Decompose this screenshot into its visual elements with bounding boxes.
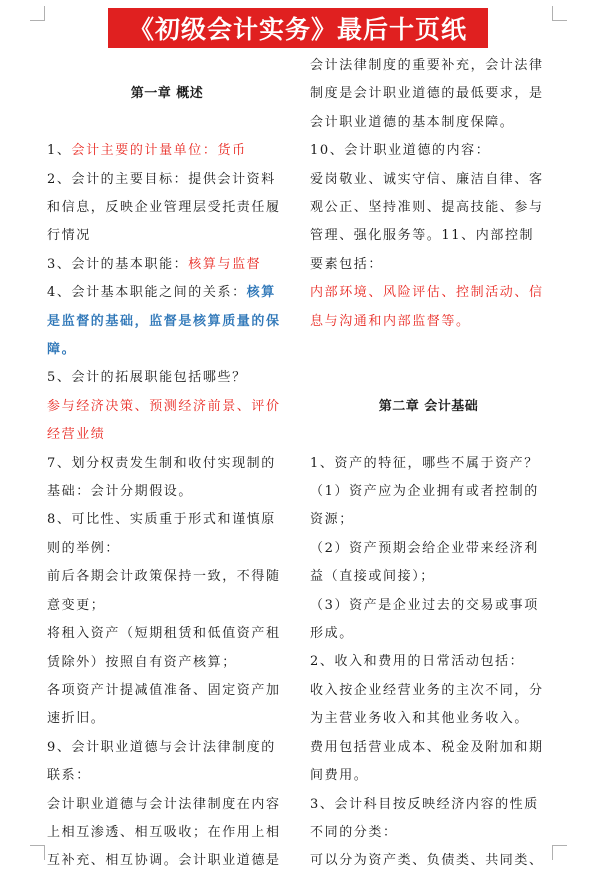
corner-mark-top-right — [552, 6, 567, 21]
right-column — [310, 52, 547, 876]
item-9-a: 会计职业道德与会计法律制度在内容上相互渗透、相互吸收；在作用上相互补充、相互协调。会计职业道德是 — [47, 796, 281, 869]
item-2: 2、会计的主要目标：提供会计资料和信息，反映企业管理层受托责任履行情况 — [47, 171, 281, 244]
c2-item-1-c: （3）资产是企业过去的交易或事项形成。 — [310, 597, 539, 642]
c2-item-1-b: （2）资产预期会给企业带来经济利益（直接或间接）； — [310, 540, 539, 585]
chapter-2-heading: 第二章 会计基础 — [378, 398, 479, 414]
c2-item-1-a: （1）资产应为企业拥有或者控制的资源； — [310, 484, 539, 528]
item-8-a: 前后各期会计政策保持一致，不得随意变更； — [47, 569, 281, 613]
item-9-continued: 会计法律制度的重要补充，会计法律制度是会计职业道德的最低要求，是会计职业道德的基本制度保障。 — [310, 58, 544, 130]
item-8-b: 将租入资产（短期租赁和低值资产租赁除外）按照自有资产核算； — [47, 626, 281, 670]
item-9: 9、会计职业道德与会计法律制度的联系： — [47, 739, 276, 784]
corner-mark-bottom-left — [30, 845, 45, 860]
page-title: 《初级会计实务》最后十页纸 — [128, 15, 467, 44]
item-5-answer: 参与经济决策、预测经济前景、评价经营业绩 — [47, 398, 281, 443]
item-8-c: 各项资产计提减值准备、固定资产加速折旧。 — [47, 682, 281, 727]
item-8: 8、可比性、实质重于形式和谨慎原则的举例： — [47, 512, 276, 556]
item-3-highlight: 核算与监督 — [188, 256, 262, 272]
item-5: 5、会计的拓展职能包括哪些？ — [47, 370, 247, 386]
item-7: 7、划分权责发生制和收付实现制的基础：会计分期假设。 — [47, 455, 276, 500]
item-4-highlight: 核算是监督的基础，监督是核算质量的保障。 — [47, 285, 281, 358]
c2-item-3: 3、会计科目按反映经济内容的性质不同的分类： — [310, 796, 539, 840]
c2-item-2: 2、收入和费用的日常活动包括： — [310, 654, 525, 670]
c2-item-2-a: 收入按企业经营业务的主次不同，分为主营业务收入和其他业务收入。 — [310, 682, 544, 727]
item-4-prefix: 4、会计基本职能之间的关系： — [47, 285, 247, 301]
chapter-1-heading: 第一章 概述 — [130, 86, 204, 102]
item-11-answer: 内部环境、风险评估、控制活动、信息与沟通和内部监督等。 — [310, 285, 544, 329]
c2-item-1: 1、资产的特征，哪些不属于资产？ — [310, 455, 539, 471]
item-1-prefix: 1、 — [47, 143, 72, 159]
item-10: 10、会计职业道德的内容： — [310, 143, 491, 159]
item-1-highlight: 会计主要的计量单位：货币 — [71, 143, 247, 159]
left-column — [47, 52, 287, 876]
item-10-a: 爱岗敬业、诚实守信、廉洁自律、客观公正、坚持准则、提高技能、参与管理、强化服务等。11、内部控制要素包括： — [310, 171, 544, 272]
item-3 — [47, 251, 287, 279]
corner-mark-bottom-right — [552, 845, 567, 860]
c2-item-3-a: 可以分为资产类、负债类、共同类、 — [310, 853, 544, 869]
item-3-prefix: 3、会计的基本职能： — [47, 256, 189, 272]
item-4 — [47, 279, 287, 364]
c2-item-2-b: 费用包括营业成本、税金及附加和期间费用。 — [310, 739, 544, 784]
item-1 — [47, 137, 287, 165]
title-banner — [108, 8, 488, 48]
corner-mark-top-left — [30, 6, 45, 21]
